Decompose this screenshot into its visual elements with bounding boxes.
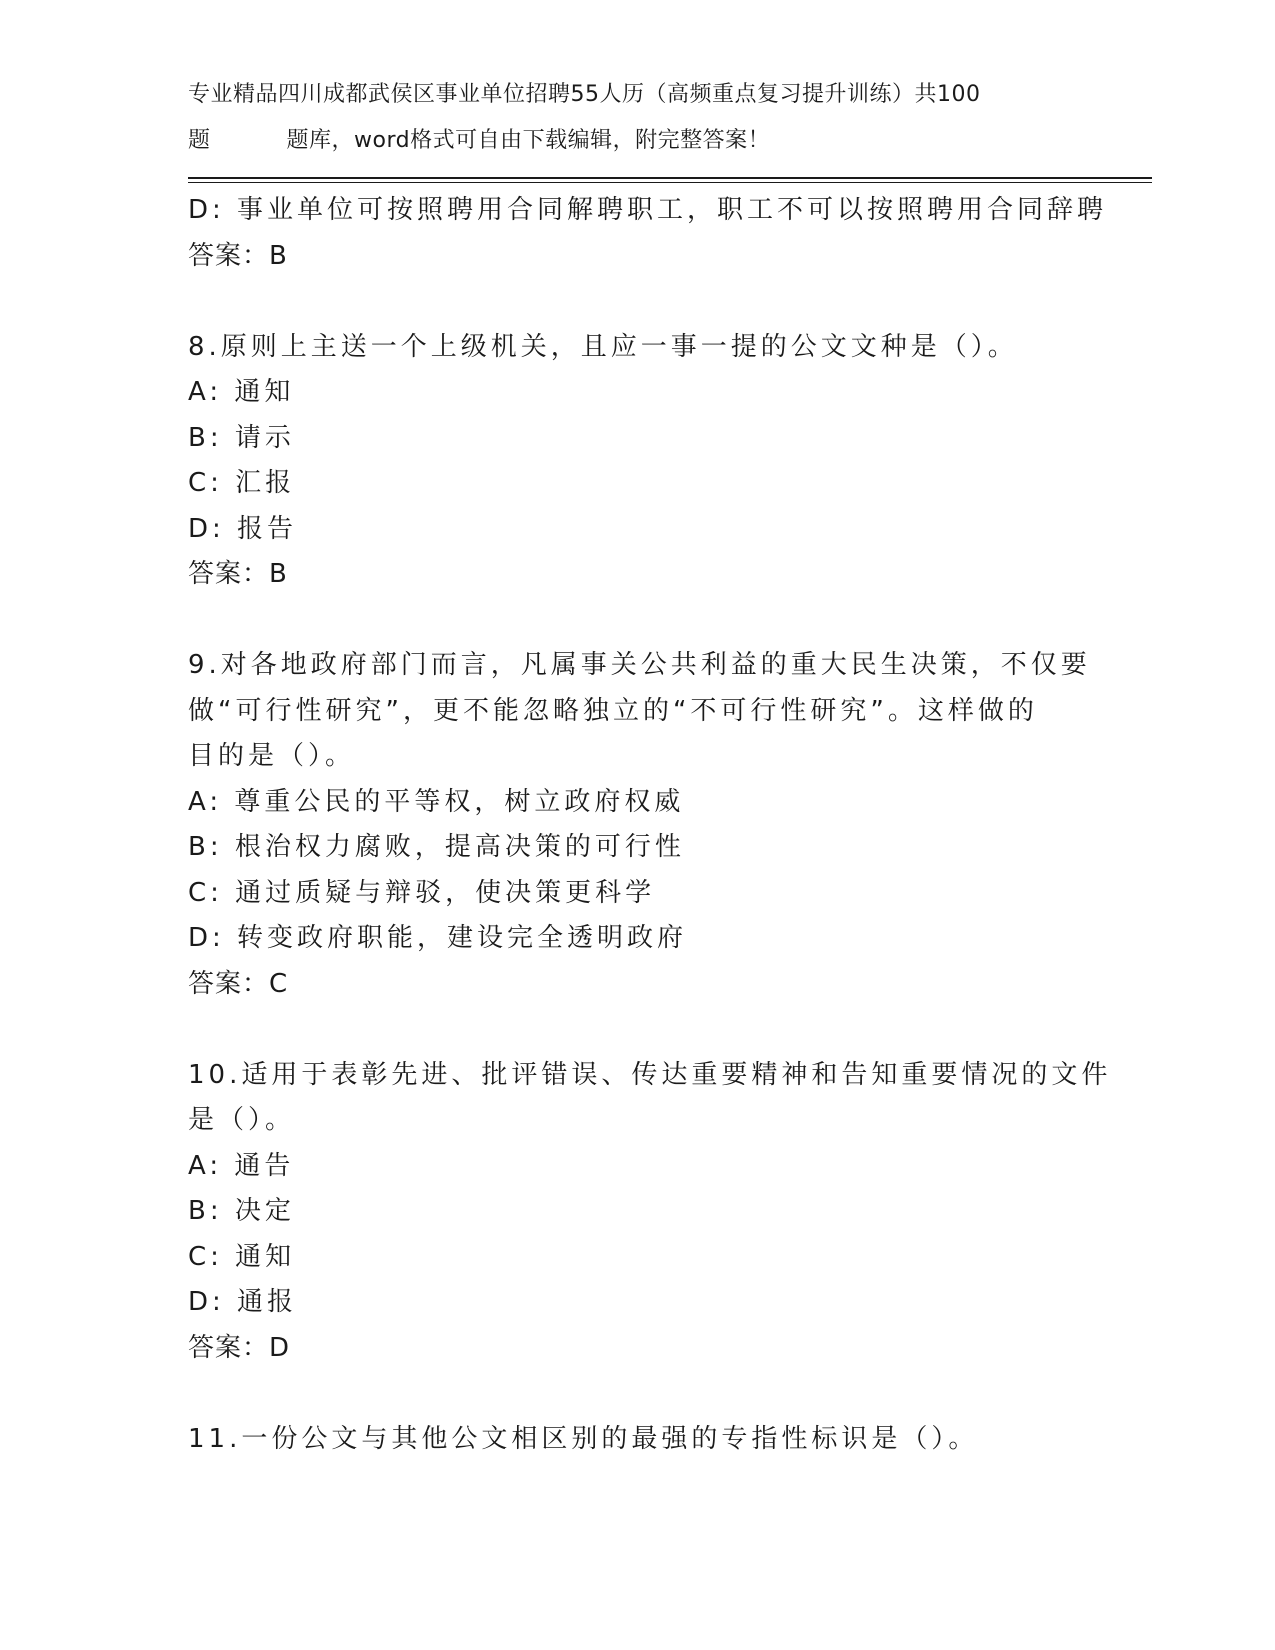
- header-title-fragment: 题库，word格式可自由下载编辑，附完整答案！: [286, 127, 771, 153]
- answer-option: C: 汇报: [188, 468, 296, 498]
- answer-option: D: 转变政府职能，建设完全透明政府: [188, 923, 688, 953]
- header-title-line-1: 专业精品四川成都武侯区事业单位招聘55人历（高频重点复习提升训练）共100: [188, 82, 981, 107]
- answer-key: 答案：B: [188, 240, 288, 271]
- block-spacer: [188, 1371, 1088, 1417]
- header-divider-thick: [188, 177, 1152, 179]
- answer-option: D: 报告: [188, 513, 298, 544]
- question-stem: 目的是（）。: [188, 741, 356, 771]
- header-title-line-2: [188, 118, 1068, 164]
- answer-option: D: 通报: [188, 1287, 298, 1317]
- answer-key: 答案：B: [188, 559, 288, 589]
- answer-key: 答案：C: [188, 968, 289, 999]
- answer-key: 答案：D: [188, 1332, 291, 1363]
- block-spacer: [188, 598, 1088, 644]
- question-list: [188, 188, 1112, 1462]
- question-block: [188, 1417, 1088, 1463]
- header-divider-thin: [188, 182, 1152, 183]
- question-stem: 8.原则上主送一个上级机关，且应一事一提的公文文种是（）。: [188, 331, 1018, 362]
- answer-option: C: 通知: [188, 1241, 296, 1272]
- block-spacer: [188, 279, 1088, 325]
- answer-option: D: 事业单位可按照聘用合同解聘职工，职工不可以按照聘用合同辞聘: [188, 195, 1108, 225]
- question-stem: 是（）。: [188, 1105, 296, 1135]
- answer-option: B: 决定: [188, 1196, 295, 1226]
- answer-option: B: 请示: [188, 422, 295, 453]
- block-spacer: [188, 1007, 1088, 1053]
- answer-option: A: 通告: [188, 1150, 295, 1181]
- answer-option: A: 尊重公民的平等权，树立政府权威: [188, 786, 685, 817]
- question-block: [188, 188, 1108, 279]
- answer-option: A: 通知: [188, 377, 295, 407]
- question-block: [188, 325, 1088, 598]
- question-block: [188, 1053, 1112, 1372]
- page-header: [188, 72, 1068, 163]
- question-stem: 做“可行性研究”，更不能忽略独立的“不可行性研究”。这样做的: [188, 695, 1038, 726]
- answer-option: B: 根治权力腐败，提高决策的可行性: [188, 832, 685, 862]
- answer-option: C: 通过质疑与辩驳，使决策更科学: [188, 877, 656, 908]
- header-title-fragment: 题: [188, 127, 211, 153]
- question-stem: 10.适用于表彰先进、批评错误、传达重要精神和告知重要情况的文件: [188, 1059, 1112, 1090]
- question-stem: 11.一份公文与其他公文相区别的最强的专指性标识是（）。: [188, 1423, 979, 1454]
- question-stem: 9.对各地政府部门而言，凡属事关公共利益的重大民生决策，不仅要: [188, 650, 1091, 680]
- question-block: [188, 643, 1091, 1007]
